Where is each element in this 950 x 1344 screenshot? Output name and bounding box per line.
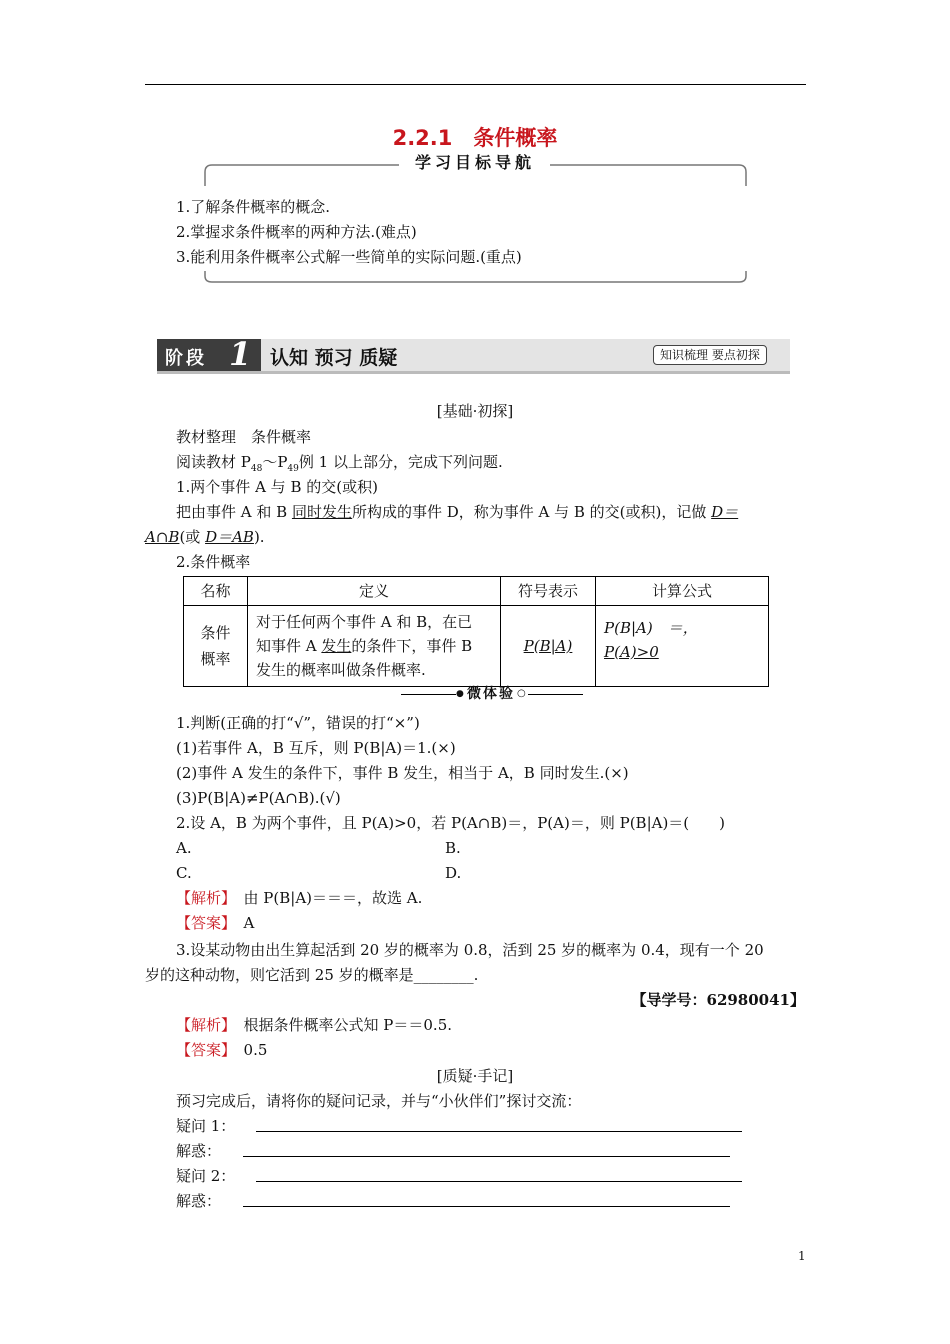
q3-stem-1: 3.设某动物由出生算起活到 20 岁的概率为 0.8，活到 25 岁的概率为 0.4，现有一个 20 bbox=[176, 941, 764, 959]
stage-title: 认知 预习 质疑 bbox=[270, 347, 398, 369]
reading-line: 阅读教材 $P_{48}\sim P_{49}$例 1 以上部分，完成下列问题. bbox=[176, 453, 503, 474]
stage-prefix: 阶段 bbox=[165, 348, 207, 369]
answer-1-label: 解惑： bbox=[176, 1142, 222, 1160]
micro-divider-dot-right: ○ bbox=[517, 688, 526, 699]
answer-2-line[interactable] bbox=[243, 1206, 730, 1207]
q2-stem: 2.设 A，B 为两个事件，且 P(A)>0，若 P(A∩B)＝，P(A)＝，则 P(B|A)＝( ) bbox=[176, 814, 726, 832]
q1-part-2: (2)事件 A 发生的条件下，事件 B 发生，相当于 A，B 同时发生.(×) bbox=[176, 764, 629, 782]
q2-option-a: A. bbox=[176, 839, 192, 857]
objective-2: 2.掌握求条件概率的两种方法.(难点) bbox=[176, 223, 417, 241]
q2-answer: 【答案】 A bbox=[176, 914, 255, 932]
stage-tag: 知识梳理 要点初探 bbox=[653, 345, 767, 365]
answer-1-line[interactable] bbox=[243, 1156, 730, 1157]
q2-option-b: B. bbox=[445, 839, 461, 857]
micro-heading: 微体验 bbox=[467, 686, 515, 702]
item1-body-1: 把由事件 A 和 B 同时发生所构成的事件 D，称为事件 A 与 B 的交(或积)，记做 D＝ bbox=[176, 503, 739, 521]
basics-heading: [基础·初探] bbox=[436, 402, 514, 420]
section-title: 2.2.1 条件概率 bbox=[392, 126, 558, 150]
micro-divider-left bbox=[401, 694, 456, 695]
stage-label bbox=[157, 335, 261, 373]
q2-option-d: D. bbox=[445, 864, 462, 882]
q3-answer: 【答案】 0.5 bbox=[176, 1041, 268, 1059]
textbook-topic: 教材整理 条件概率 bbox=[176, 428, 312, 446]
item2-title: 2.条件概率 bbox=[176, 553, 251, 571]
item1-title: 1.两个事件 A 与 B 的交(或积) bbox=[176, 478, 378, 496]
stage-number: 1 bbox=[229, 335, 252, 373]
q2-option-c: C. bbox=[176, 864, 192, 882]
q1-part-3: (3)P(B|A)≠P(A∩B).(√) bbox=[176, 789, 341, 807]
item1-body-2: A∩B(或 D＝AB). bbox=[145, 528, 265, 546]
table-header-formula: 计算公式 bbox=[596, 577, 769, 606]
micro-divider-right bbox=[528, 694, 583, 695]
objective-1: 1.了解条件概率的概念. bbox=[176, 198, 331, 216]
table-header-definition: 定义 bbox=[248, 577, 501, 606]
q1-part-1: (1)若事件 A，B 互斥，则 P(B|A)＝1.(×) bbox=[176, 739, 456, 757]
question-2-label: 疑问 2： bbox=[176, 1167, 236, 1185]
notes-intro: 预习完成后，请将你的疑问记录，并与“小伙伴们”探讨交流： bbox=[176, 1092, 582, 1110]
table-cell-definition: 对于任何两个事件 A 和 B，在已 知事件 A 发生的条件下，事件 B 发生的概率叫做条件概率. bbox=[248, 606, 501, 687]
notes-heading: [质疑·手记] bbox=[436, 1067, 514, 1085]
objective-3: 3.能利用条件概率公式解一些简单的实际问题.(重点) bbox=[176, 248, 522, 266]
table-cell-symbol: P(B|A) bbox=[501, 606, 596, 687]
table-header-symbol: 符号表示 bbox=[501, 577, 596, 606]
definition-table bbox=[183, 576, 769, 687]
question-1-line[interactable] bbox=[256, 1131, 742, 1132]
stage-banner bbox=[157, 335, 790, 374]
table-cell-name: 条件 概率 bbox=[184, 606, 248, 687]
q3-analysis: 【解析】 根据条件概率公式知 P＝＝0.5. bbox=[176, 1016, 453, 1034]
answer-2-label: 解惑： bbox=[176, 1192, 222, 1210]
q1-stem: 1.判断(正确的打“√”，错误的打“×”) bbox=[176, 714, 420, 732]
q3-stem-2: 岁的这种动物，则它活到 25 岁的概率是________. bbox=[145, 966, 479, 984]
question-1-label: 疑问 1： bbox=[176, 1117, 236, 1135]
q2-analysis: 【解析】 由 P(B|A)＝＝＝，故选 A. bbox=[176, 889, 423, 907]
micro-divider-dot-left: ● bbox=[456, 689, 464, 699]
table-header-name: 名称 bbox=[184, 577, 248, 606]
page-number: 1 bbox=[798, 1249, 806, 1263]
objectives-heading: 学习目标导航 bbox=[414, 153, 535, 172]
q3-guide-number: 【导学号：62980041】 bbox=[631, 991, 805, 1009]
question-2-line[interactable] bbox=[256, 1181, 742, 1182]
table-cell-formula: P(B|A) ＝， P(A)>0 bbox=[596, 606, 769, 687]
